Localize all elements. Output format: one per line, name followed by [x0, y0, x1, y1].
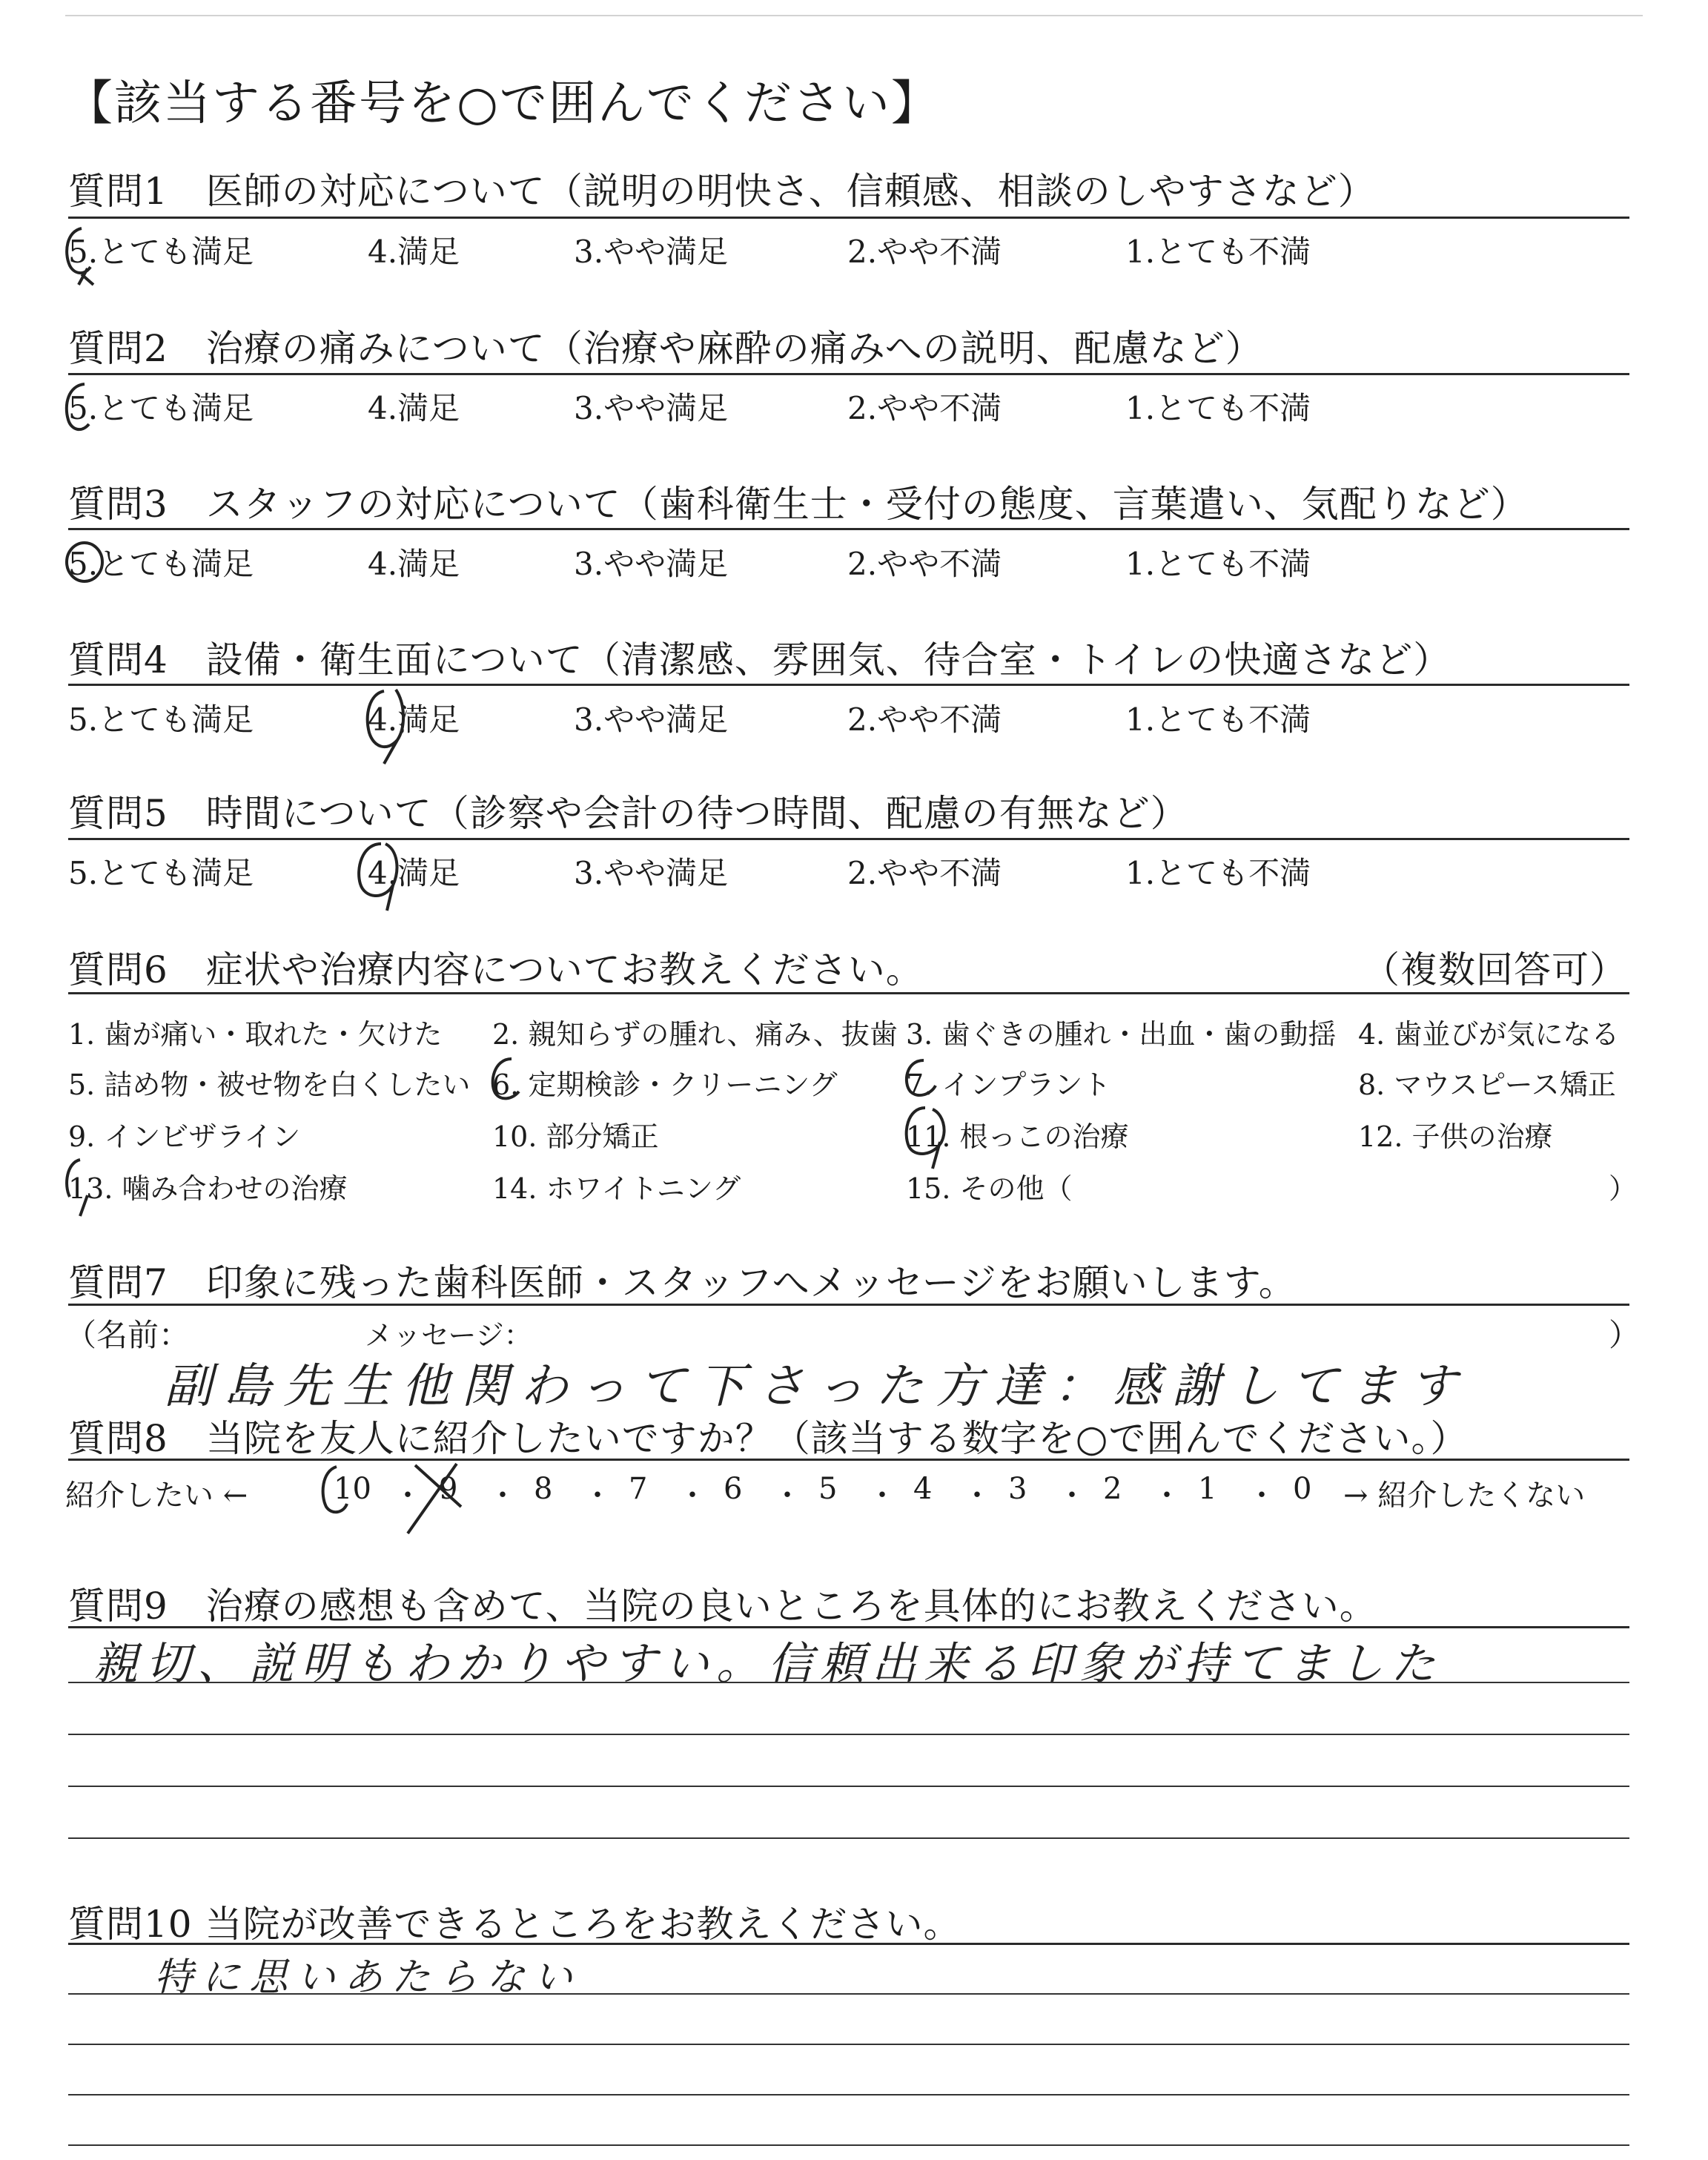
q8-scale-dot: ・: [678, 1479, 707, 1513]
q8-score-4[interactable]: 4: [913, 1472, 933, 1506]
question-6-rule: [68, 992, 1629, 994]
q8-scale-dot: ・: [1152, 1479, 1182, 1513]
q6-option-10[interactable]: 10. 部分矯正: [492, 1120, 659, 1153]
q8-cross-mark: [393, 1452, 474, 1541]
q9-answer-line-3: [68, 1786, 1629, 1787]
question-2-rule: [68, 373, 1629, 375]
q8-score-0[interactable]: 0: [1293, 1472, 1312, 1506]
q3-option-3[interactable]: 3.やや満足: [574, 546, 729, 582]
q6-circle-mark-7: [896, 1053, 947, 1105]
question-8-title: 質問8 当院を友人に紹介したいですか？（該当する数字を○で囲んでください。）: [68, 1417, 1469, 1460]
q8-scale-dot: ・: [583, 1479, 612, 1513]
q2-option-4[interactable]: 4.満足: [368, 390, 460, 426]
q8-right-label: → 紹介したくない: [1343, 1479, 1586, 1513]
q1-option-2[interactable]: 2.やや不満: [847, 234, 1002, 270]
q1-option-4[interactable]: 4.満足: [368, 234, 460, 270]
q6-circle-mark-13: [58, 1154, 110, 1221]
q8-score-2[interactable]: 2: [1103, 1472, 1122, 1506]
q7-close-paren: ）: [1609, 1317, 1641, 1353]
q6-option-7[interactable]: 7. インプラント: [906, 1069, 1111, 1101]
q1-circle-mark: [59, 222, 119, 289]
q10-answer-line-1: [68, 1993, 1629, 1995]
q6-option-5[interactable]: 5. 詰め物・被せ物を白くしたい: [68, 1069, 471, 1101]
q8-score-3[interactable]: 3: [1008, 1472, 1027, 1506]
q8-score-10[interactable]: 10: [334, 1472, 371, 1506]
q9-handwritten-answer[interactable]: 親切、説明もわかりやすい。信頼出来る印象が持てました: [93, 1638, 1443, 1690]
q1-option-3[interactable]: 3.やや満足: [574, 234, 729, 270]
q4-option-4[interactable]: 4.満足: [368, 701, 460, 738]
q3-option-4[interactable]: 4.満足: [368, 546, 460, 582]
question-4-rule: [68, 684, 1629, 686]
q8-score-8[interactable]: 8: [534, 1472, 553, 1506]
question-10-title: 質問10 当院が改善できるところをお教えください。: [68, 1903, 961, 1946]
q8-score-5[interactable]: 5: [818, 1472, 838, 1506]
q10-answer-line-4: [68, 2144, 1629, 2146]
q6-option-15-close: ）: [1609, 1172, 1638, 1205]
q2-circle-mark: [59, 378, 119, 437]
question-5-rule: [68, 838, 1629, 840]
q4-option-2[interactable]: 2.やや不満: [847, 701, 1002, 738]
q5-option-1[interactable]: 1.とても不満: [1125, 855, 1311, 891]
q6-option-12[interactable]: 12. 子供の治療: [1358, 1120, 1553, 1153]
q5-option-5[interactable]: 5.とても満足: [68, 855, 254, 891]
q5-circle-mark: [348, 836, 415, 918]
question-8-rule: [68, 1459, 1629, 1461]
question-7-title: 質問7 印象に残った歯科医師・スタッフへメッセージをお願いします。: [68, 1261, 1297, 1304]
q10-answer-line-2: [68, 2044, 1629, 2045]
q8-score-9[interactable]: 9: [439, 1472, 458, 1506]
q6-option-9[interactable]: 9. インビザライン: [68, 1120, 301, 1153]
q6-option-3[interactable]: 3. 歯ぐきの腫れ・出血・歯の動揺: [906, 1018, 1337, 1051]
q8-score-6[interactable]: 6: [724, 1472, 743, 1506]
q1-option-1[interactable]: 1.とても不満: [1125, 234, 1311, 270]
q8-scale-dot: ・: [1247, 1479, 1277, 1513]
q5-option-4[interactable]: 4.満足: [368, 855, 460, 891]
q6-option-11[interactable]: 11. 根っこの治療: [906, 1120, 1129, 1153]
question-6-note: （複数回答可）: [1363, 948, 1627, 991]
question-1-rule: [68, 217, 1629, 219]
q6-option-15[interactable]: 15. その他（: [906, 1172, 1073, 1205]
q8-scale-dot: ・: [393, 1479, 423, 1513]
q5-option-2[interactable]: 2.やや不満: [847, 855, 1002, 891]
q8-score-7[interactable]: 7: [629, 1472, 648, 1506]
q9-answer-line-1: [68, 1682, 1629, 1683]
q7-handwritten-message[interactable]: 副島先生他関わって下さった方達：感謝してます: [165, 1359, 1469, 1414]
q9-answer-line-4: [68, 1837, 1629, 1839]
q6-option-13[interactable]: 13. 噛み合わせの治療: [68, 1172, 348, 1205]
q8-score-1[interactable]: 1: [1198, 1472, 1217, 1506]
q2-option-3[interactable]: 3.やや満足: [574, 390, 729, 426]
top-border: [65, 15, 1643, 16]
q8-scale-dot: ・: [962, 1479, 992, 1513]
q5-option-3[interactable]: 3.やや満足: [574, 855, 729, 891]
q10-handwritten-answer[interactable]: 特に思いあたらない: [154, 1955, 582, 2000]
question-4-title: 質問4 設備・衛生面について（清潔感、雰囲気、待合室・トイレの快適さなど）: [68, 638, 1452, 681]
q6-option-1[interactable]: 1. 歯が痛い・取れた・欠けた: [68, 1018, 443, 1051]
q8-left-label: 紹介したい ←: [65, 1479, 248, 1513]
question-7-rule: [68, 1304, 1629, 1306]
q6-circle-mark-11: [896, 1100, 962, 1175]
q7-message-label: メッセージ：: [365, 1319, 532, 1352]
q8-scale-dot: ・: [1057, 1479, 1087, 1513]
q4-option-3[interactable]: 3.やや満足: [574, 701, 729, 738]
q8-scale-dot: ・: [772, 1479, 802, 1513]
q4-option-5[interactable]: 5.とても満足: [68, 701, 254, 738]
question-10-rule: [68, 1943, 1629, 1945]
q6-circle-mark-6: [482, 1053, 534, 1105]
q3-option-1[interactable]: 1.とても不満: [1125, 546, 1311, 582]
q3-circle-mark: [61, 538, 113, 590]
q2-option-2[interactable]: 2.やや不満: [847, 390, 1002, 426]
q9-answer-line-2: [68, 1734, 1629, 1735]
q8-scale-dot: ・: [867, 1479, 897, 1513]
q7-name-label: （名前：: [65, 1317, 191, 1353]
question-3-rule: [68, 528, 1629, 530]
q4-circle-mark: [354, 681, 428, 770]
question-9-title: 質問9 治療の感想も含めて、当院の良いところを具体的にお教えください。: [68, 1585, 1377, 1628]
question-6-title: 質問6 症状や治療内容についてお教えください。: [68, 948, 924, 991]
question-2-title: 質問2 治療の痛みについて（治療や麻酔の痛みへの説明、配慮など）: [68, 327, 1263, 370]
q6-option-14[interactable]: 14. ホワイトニング: [492, 1172, 741, 1205]
q8-scale-dot: ・: [488, 1479, 517, 1513]
q6-option-6[interactable]: 6. 定期検診・クリーニング: [492, 1069, 838, 1101]
question-1-title: 質問1 医師の対応について（説明の明快さ、信頼感、相談のしやすさなど）: [68, 170, 1376, 213]
question-5-title: 質問5 時間について（診察や会計の待つ時間、配慮の有無など）: [68, 792, 1188, 835]
q6-option-8[interactable]: 8. マウスピース矯正: [1358, 1069, 1616, 1101]
q3-option-2[interactable]: 2.やや不満: [847, 546, 1002, 582]
q8-circle-mark: [314, 1462, 374, 1522]
q4-option-1[interactable]: 1.とても不満: [1125, 701, 1311, 738]
question-3-title: 質問3 スタッフの対応について（歯科衛生士・受付の態度、言葉遣い、気配りなど）: [68, 483, 1529, 526]
q10-answer-line-3: [68, 2094, 1629, 2095]
q2-option-5[interactable]: 5.とても満足: [68, 390, 254, 426]
page-title: 【該当する番号を○で囲んでください】: [65, 76, 940, 131]
q1-option-5[interactable]: 5.とても満足: [68, 234, 254, 270]
q3-option-5[interactable]: 5.とても満足: [68, 546, 254, 582]
q2-option-1[interactable]: 1.とても不満: [1125, 390, 1311, 426]
q6-option-2[interactable]: 2. 親知らずの腫れ、痛み、抜歯: [492, 1018, 898, 1051]
q6-option-4[interactable]: 4. 歯並びが気になる: [1358, 1018, 1620, 1051]
